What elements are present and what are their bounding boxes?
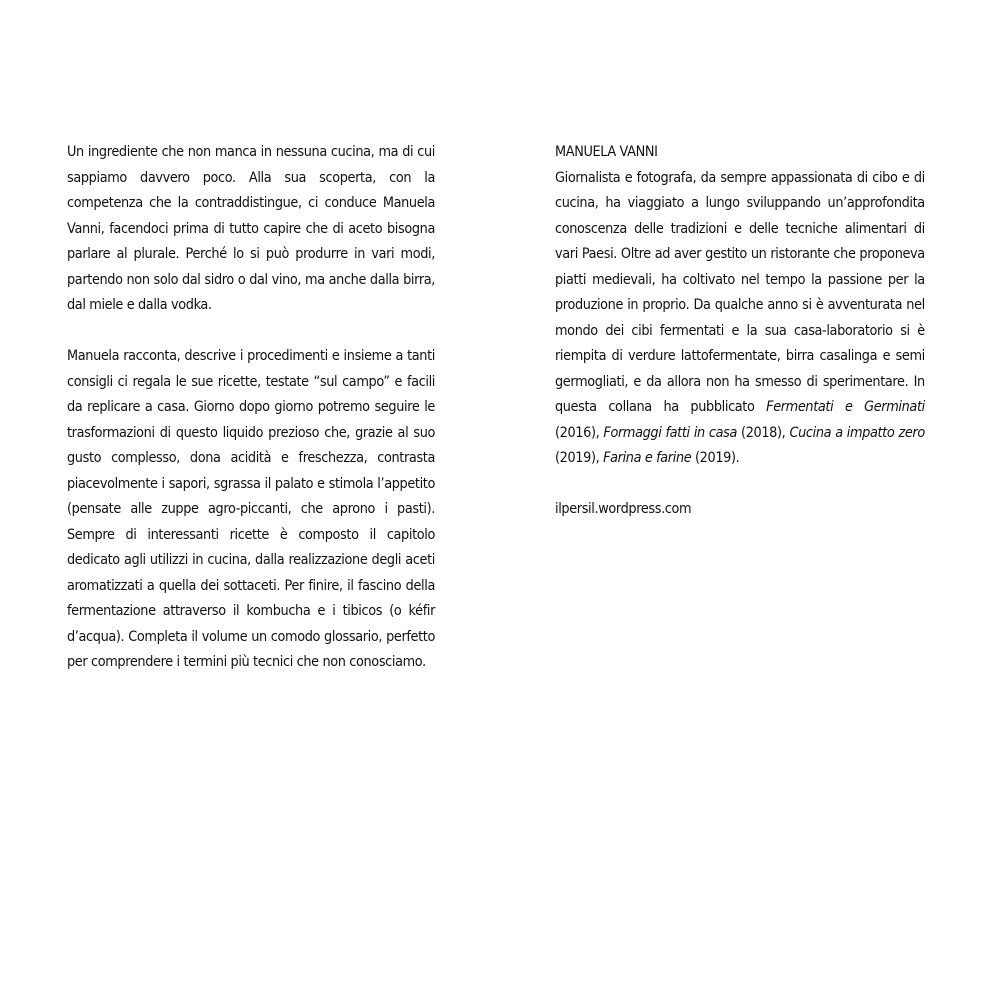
book-title: Farina e farine [603, 450, 692, 466]
book-year: (2018), [736, 424, 790, 441]
author-bio-text: Giornalista e fotografa, da sempre appassionata di cibo e di cucina, ha viaggiato a lungo sviluppando un’approfondita conoscenza delle tradizioni e delle tecniche alimentari di vari Paesi. Oltre ad aver gestito un ristorante che proponeva piatti medievali, ha coltivato nel tempo la passione per la produzione in proprio. Da qualche anno si è avventurata nel mondo dei cibi fermentati e la sua casa-laboratorio si è riempita di verdure lattofermentate, birra casalinga e semi germogliati, e da allora non ha smesso di sperimentare. In questa collana ha pubblicato [555, 169, 925, 415]
description-paragraph-1: Un ingrediente che non manca in nessuna cucina, ma di cui sappiamo davvero poco. Alla sua scoperta, con la competenza che la contraddistingue, ci conduce Manuela Vanni, facendoci prima di tutto capire che di aceto bisogna parlare al plurale. Perché lo si può produrre in vari modi, partendo non solo dal sidro o dal vino, ma anche dalla birra, dal miele e dalla vodka. [67, 144, 435, 313]
description-paragraph-2: Manuela racconta, descrive i procedimenti e insieme a tanti consigli ci regala le sue ricette, testate “sul campo” e facili da replicare a casa. Giorno dopo giorno potremo seguire le trasformazioni di questo liquido prezioso che, grazie al suo gusto complesso, dona acidità e freschezza, contrasta piacevolmente i sapori, sgrassa il palato e stimola l’appetito (pensate alle zuppe agro-piccanti, che aprono i pasti). Sempre di interessanti ricette è composto il capitolo dedicato agli utilizzi in cucina, dalla realizzazione degli aceti aromatizzati a quella dei sottaceti. Per finire, il fascino della fermentazione attraverso il kombucha e i tibicos (o kéfir d’acqua). Completa il volume un comodo glossario, perfetto per comprendere i termini più tecnici che non conosciamo. [67, 348, 435, 670]
book-year: (2019), [555, 450, 604, 466]
book-title: Cucina a impatto zero [789, 424, 925, 441]
author-website: ilpersil.wordpress.com [555, 501, 692, 517]
book-year: (2016), [555, 424, 604, 441]
book-description-column [67, 140, 435, 676]
book-year: (2019). [691, 450, 740, 466]
book-title: Formaggi fatti in casa [603, 424, 737, 441]
book-title: Fermentati e Germinati [766, 399, 925, 415]
author-name: MANUELA VANNI [555, 144, 658, 160]
author-bio-column [555, 140, 925, 523]
author-bio [555, 166, 925, 472]
